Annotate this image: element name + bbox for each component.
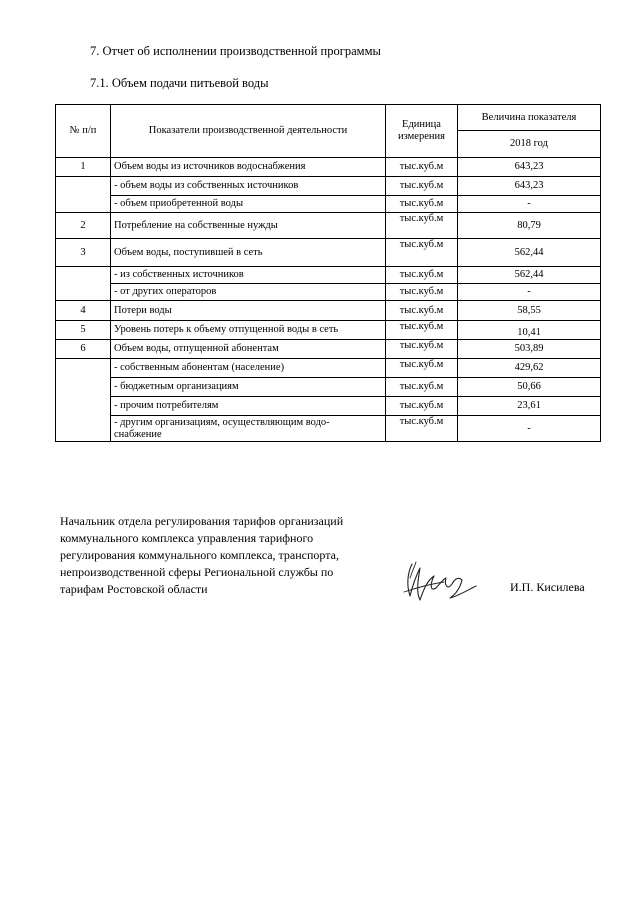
row-value: 58,55: [458, 301, 601, 321]
table-row: [56, 239, 601, 267]
table-row: [56, 177, 601, 196]
section-title: 7. Отчет об исполнении производственной программы: [90, 44, 381, 58]
water-supply-table: [55, 104, 601, 442]
signer-position-line: коммунального комплекса управления тарифного: [60, 531, 314, 545]
handwritten-signature: [400, 558, 480, 606]
row-indicator: Потери воды: [111, 301, 386, 321]
row-indicator: Потребление на собственные нужды: [111, 213, 386, 239]
row-num: [56, 359, 111, 442]
table-row: [56, 378, 601, 397]
row-indicator: - прочим потребителям: [111, 397, 386, 416]
row-unit: тыс.куб.м: [386, 397, 458, 416]
header-num: № п/п: [56, 105, 111, 158]
row-unit: тыс.куб.м: [386, 213, 458, 239]
signer-position: [60, 513, 405, 598]
row-num: 6: [56, 340, 111, 359]
row-value: 50,66: [458, 378, 601, 397]
row-value: 503,89: [458, 340, 601, 359]
row-value: -: [458, 196, 601, 213]
row-indicator: - собственным абонентам (население): [111, 359, 386, 378]
row-unit: тыс.куб.м: [386, 378, 458, 397]
row-num: [56, 177, 111, 213]
table-row: [56, 301, 601, 321]
row-value: 562,44: [458, 239, 601, 267]
table-row: [56, 284, 601, 301]
row-indicator: - бюджетным организациям: [111, 378, 386, 397]
table-row: [56, 158, 601, 177]
table-row: [56, 321, 601, 340]
table-row: [56, 359, 601, 378]
row-indicator: - из собственных источников: [111, 267, 386, 284]
row-unit: тыс.куб.м: [386, 416, 458, 442]
row-value: 562,44: [458, 267, 601, 284]
row-unit: тыс.куб.м: [386, 267, 458, 284]
table-row: [56, 213, 601, 239]
row-indicator: - от других операторов: [111, 284, 386, 301]
table-row: [56, 196, 601, 213]
row-num: 4: [56, 301, 111, 321]
row-indicator-line: - другим организациям, осуществляющим водо-: [114, 416, 330, 428]
row-num: 1: [56, 158, 111, 177]
row-unit: тыс.куб.м: [386, 239, 458, 267]
signer-position-line: Начальник отдела регулирования тарифов организаций: [60, 514, 344, 528]
row-value: 643,23: [458, 177, 601, 196]
header-year: 2018 год: [458, 131, 601, 158]
row-unit: тыс.куб.м: [386, 158, 458, 177]
row-value: 429,62: [458, 359, 601, 378]
row-unit: тыс.куб.м: [386, 321, 458, 340]
row-indicator: Объем воды из источников водоснабжения: [111, 158, 386, 177]
row-indicator: Объем воды, поступившей в сеть: [111, 239, 386, 267]
row-indicator: - объем воды из собственных источников: [111, 177, 386, 196]
row-value: 80,79: [458, 213, 601, 239]
header-indicator: Показатели производственной деятельности: [111, 105, 386, 158]
row-value: -: [458, 416, 601, 442]
row-indicator: [111, 416, 386, 442]
row-indicator: - объем приобретенной воды: [111, 196, 386, 213]
subsection-title: 7.1. Объем подачи питьевой воды: [90, 76, 269, 90]
row-indicator-line: снабжение: [114, 428, 162, 440]
row-unit: тыс.куб.м: [386, 301, 458, 321]
table-row: [56, 267, 601, 284]
table-row: [56, 397, 601, 416]
row-unit: тыс.куб.м: [386, 196, 458, 213]
signer-position-line: регулирования коммунального комплекса, транспорта,: [60, 548, 339, 562]
row-num: [56, 267, 111, 301]
signer-position-line: тарифам Ростовской области: [60, 582, 208, 596]
row-indicator: Уровень потерь к объему отпущенной воды в сеть: [111, 321, 386, 340]
row-indicator: Объем воды, отпущенной абонентам: [111, 340, 386, 359]
row-value: 643,23: [458, 158, 601, 177]
table-row: [56, 416, 601, 442]
table-row: [56, 340, 601, 359]
signer-position-line: непроизводственной сферы Региональной службы по: [60, 565, 334, 579]
row-value: -: [458, 284, 601, 301]
row-unit: тыс.куб.м: [386, 284, 458, 301]
row-unit: тыс.куб.м: [386, 177, 458, 196]
row-num: 3: [56, 239, 111, 267]
row-value: 10,41: [458, 321, 601, 340]
row-unit: тыс.куб.м: [386, 359, 458, 378]
row-unit: тыс.куб.м: [386, 340, 458, 359]
row-num: 2: [56, 213, 111, 239]
row-value: 23,61: [458, 397, 601, 416]
header-unit: Единица измерения: [386, 105, 458, 158]
header-value-group: Величина показателя: [458, 105, 601, 131]
signer-name: И.П. Кисилева: [510, 580, 585, 594]
row-num: 5: [56, 321, 111, 340]
